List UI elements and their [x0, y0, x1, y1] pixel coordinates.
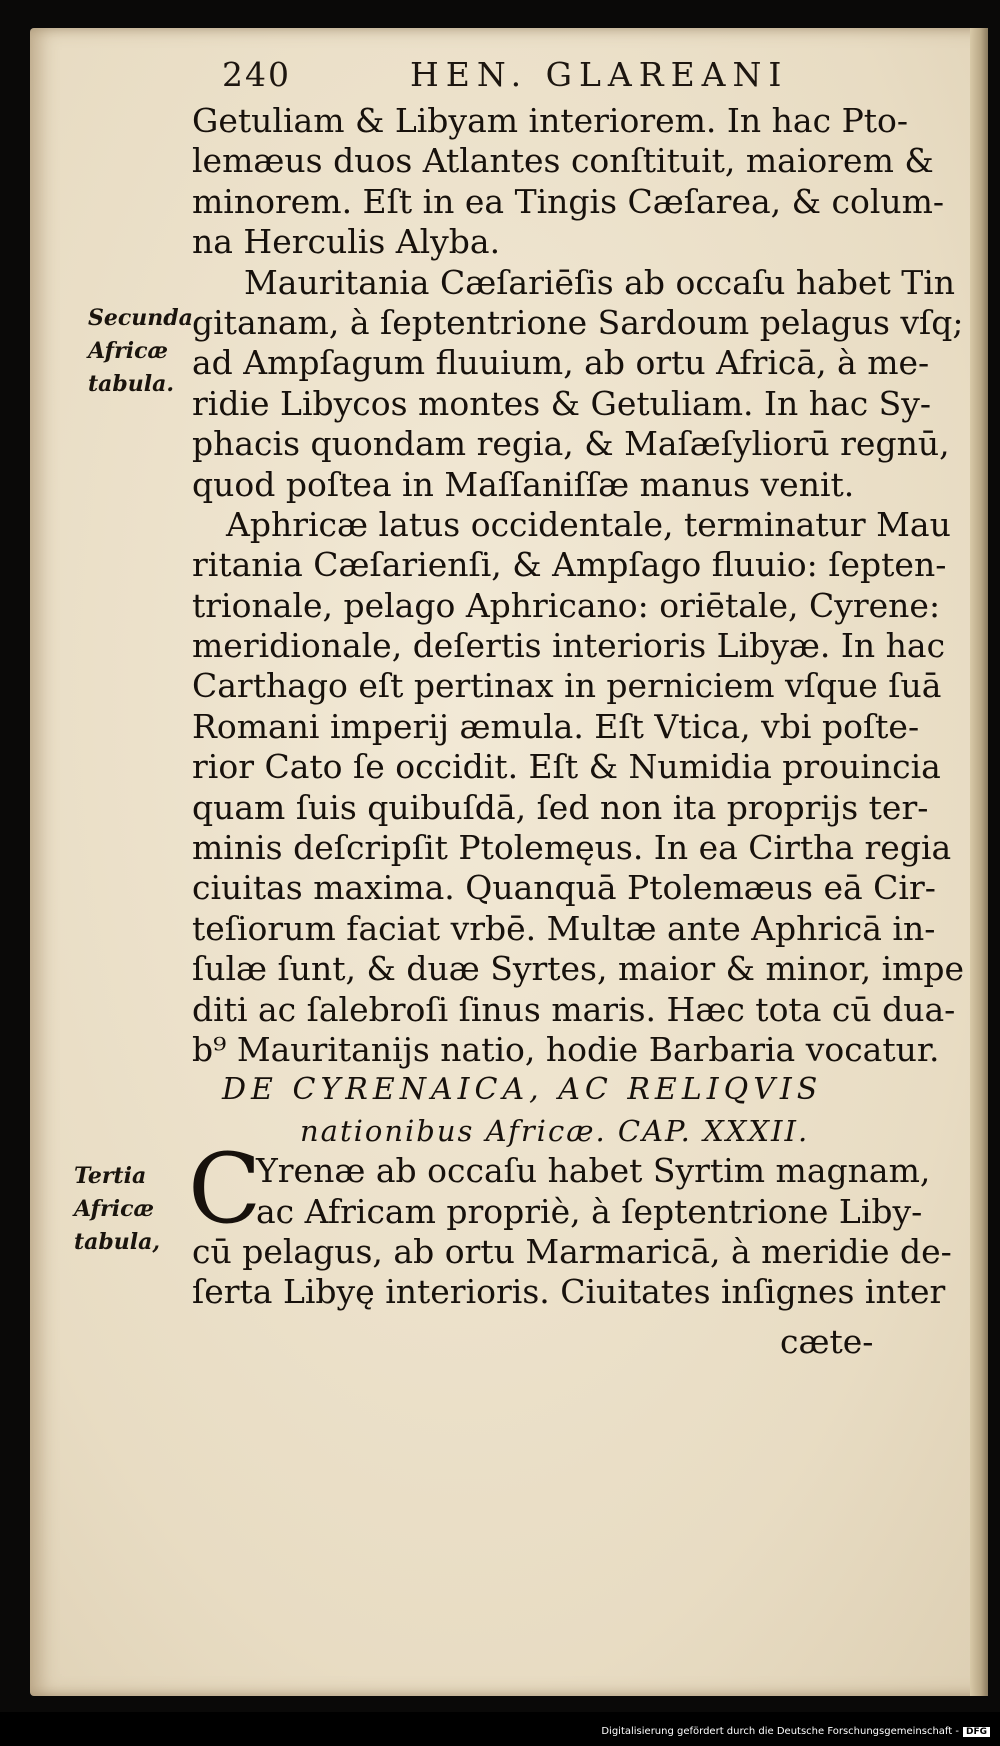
text-line: quam ſuis quibuſdā, ſed non ita proprijs ter-: [192, 787, 929, 827]
text-line: ad Ampſagum fluuium, ab ortu Africā, à me-: [192, 343, 930, 383]
text-line: trionale, pelago Aphricano: oriētale, Cyrene:: [192, 585, 941, 625]
page-edge: [970, 28, 988, 1696]
text-line: meridionale, deſertis interioris Libyæ. In hac: [192, 626, 946, 666]
marginal-note-secunda: [88, 302, 193, 401]
text-line: Getuliam & Libyam interiorem. In hac Pto-: [192, 101, 909, 140]
chapter-opening: [188, 1133, 931, 1246]
dfg-logo: DFG: [963, 1727, 990, 1737]
credit-text: Digitalisierung gefördert durch die Deutsche Forschungsgemeinschaft -: [601, 1726, 959, 1737]
text-line: phacis quondam regia, & Maſæſyliorū regnū,: [192, 424, 950, 464]
text-line: rior Cato ſe occidit. Eſt & Numidia prouincia: [192, 747, 941, 787]
text-line: Mauritania Cæſariēſis ab occaſu habet Tin: [244, 262, 956, 302]
text-line: na Herculis Alyba.: [192, 222, 501, 262]
text-line: minorem. Eſt in ea Tingis Cæſarea, & colum-: [192, 181, 945, 221]
marginal-note-line: Africæ: [88, 338, 168, 364]
text-line: ac Africam propriè, à ſeptentrione Liby-: [256, 1191, 923, 1231]
catchword: cæte-: [780, 1322, 874, 1361]
marginal-note-line: Africæ: [74, 1196, 154, 1222]
text-line: b⁹ Mauritanijs natio, hodie Barbaria vocatur.: [192, 1029, 940, 1069]
marginal-note-tertia: [74, 1160, 160, 1259]
marginal-note-line: tabula.: [88, 371, 175, 397]
text-line: Aphricæ latus occidentale, terminatur Mau: [226, 504, 951, 544]
text-line: ritania Cæſarienſi, & Ampſago fluuio: ſepten-: [192, 545, 947, 585]
text-line: ſerta Libyę interioris. Ciuitates inſignes inter: [192, 1272, 946, 1312]
text-line: diti ac ſalebroſi ſinus maris. Hæc tota cū dua-: [192, 989, 956, 1029]
marginal-note-line: tabula,: [74, 1229, 161, 1255]
page-number: 240: [222, 55, 291, 94]
text-line: ridie Libycos montes & Getuliam. In hac Sy-: [192, 383, 932, 423]
chapter-heading: DE CYRENAICA, AC RELIQVIS: [222, 1072, 823, 1108]
marginal-note-line: Tertia: [74, 1163, 147, 1189]
drop-cap: C: [188, 1133, 262, 1246]
text-line: lemæus duos Atlantes conſtituit, maiorem &: [192, 141, 934, 181]
text-line: minis deſcripſit Ptolemęus. In ea Cirtha regia: [192, 828, 952, 868]
text-line: Yrenæ ab occaſu habet Syrtim magnam,: [256, 1151, 931, 1191]
text-line: Carthago eſt pertinax in perniciem vſque ſuā: [192, 666, 942, 706]
text-line: gitanam, à ſeptentrione Sardoum pelagus vſq;: [192, 302, 964, 342]
marginal-note-line: Secunda: [88, 305, 193, 331]
text-line: Romani imperij æmula. Eſt Vtica, vbi poſte-: [192, 706, 920, 746]
text-line: ſulæ ſunt, & duæ Syrtes, maior & minor, impe: [192, 949, 965, 989]
running-head: [190, 55, 890, 95]
text-line: quod poſtea in Maſſaniſſæ manus venit.: [192, 464, 855, 504]
body-text: [188, 101, 965, 1313]
text-line: ciuitas maxima. Quanquā Ptolemæus eā Cir-: [192, 868, 936, 908]
text-line: cū pelagus, ab ortu Marmaricā, à meridie de-: [192, 1231, 952, 1271]
digitization-credit: [601, 1726, 990, 1737]
text-line: teſiorum faciat vrbē. Multæ ante Aphricā in-: [192, 908, 936, 948]
chapter-heading-subtitle: nationibus Africæ. CAP. XXXII.: [300, 1113, 810, 1148]
running-title: HEN. GLAREANI: [410, 55, 789, 94]
